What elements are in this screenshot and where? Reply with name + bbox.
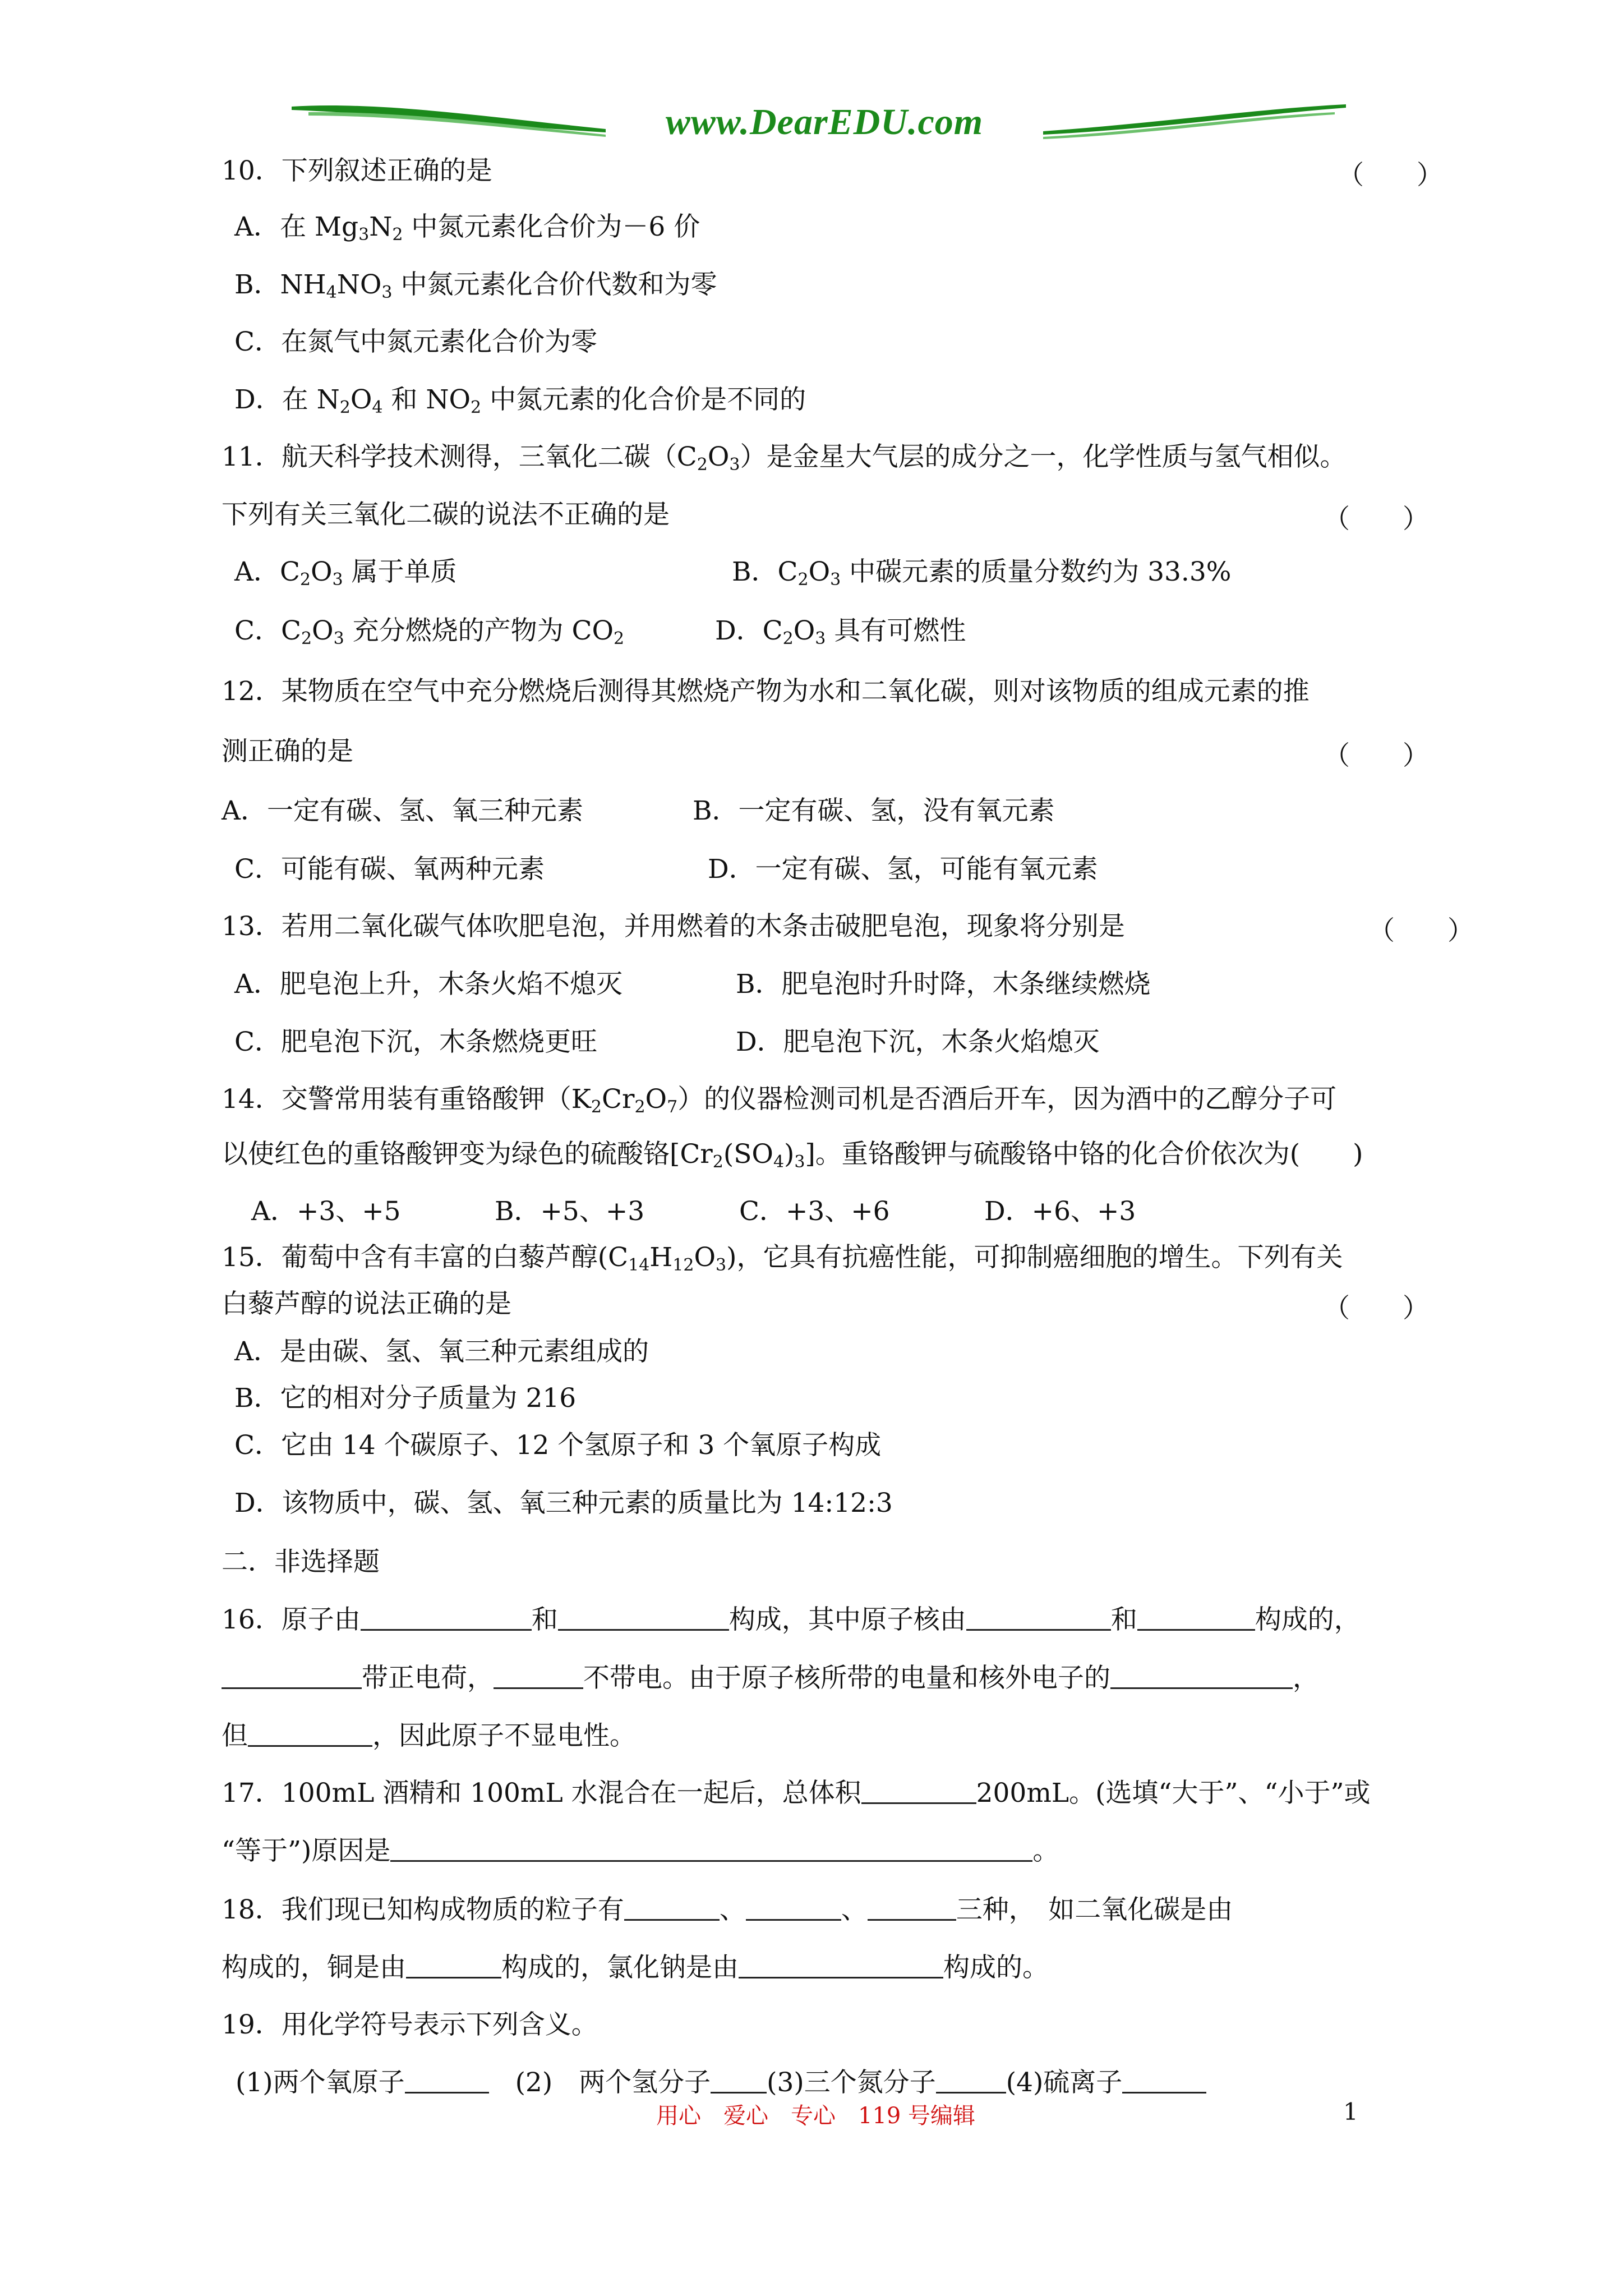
footer-note: 用心 爱心 专心 119 号编辑 (656, 2103, 976, 2129)
fill-blank[interactable] (361, 1605, 532, 1631)
option-b: B．$NH_4NO_3$ 中氮元素化合价代数和为零 (234, 269, 717, 302)
fill-blank[interactable] (1137, 1605, 1255, 1631)
option-d: D．该物质中，碳、氢、氧三种元素的质量比为 14:12:3 (234, 1488, 893, 1519)
option-a: A．+3、+5 (251, 1196, 401, 1227)
option-b: B．一定有碳、氢，没有氧元素 (693, 795, 1055, 826)
question-18-line1: 18．我们现已知构成物质的粒子有 、 、 三种， 如二氧化碳是由 (222, 1894, 1233, 1925)
question-16-line1: 16．原子由 和 构成，其中原子核由 和 构成的， (222, 1604, 1361, 1635)
question-15-stem-line2: 白藜芦醇的说法正确的是 (222, 1289, 511, 1319)
option-c: C．可能有碳、氧两种元素 (234, 854, 545, 885)
answer-bracket: （ ） (1324, 740, 1429, 771)
fill-blank[interactable] (739, 1953, 943, 1978)
fill-blank[interactable] (1110, 1664, 1293, 1689)
fill-blank[interactable] (868, 1895, 956, 1921)
question-14-stem-line2: 以使红色的重铬酸钾变为绿色的硫酸铬$[Cr_2(SO_4)_3]$。重铬酸钾与硫酸铬中铬的化合价依次为( ) (222, 1139, 1363, 1172)
option-a: A．$C_2O_3$ 属于单质 (234, 556, 457, 590)
answer-bracket: （ ） (1368, 915, 1474, 946)
question-14-stem: 14．交警常用装有重铬酸钾$(K_2Cr_2O_7)$的仪器检测司机是否酒后开车，因为酒中的乙醇分子可 (222, 1084, 1337, 1117)
question-17-line2: “等于”)原因是 。 (222, 1835, 1059, 1866)
option-c: C．肥皂泡下沉，木条燃烧更旺 (234, 1027, 597, 1057)
fill-blank[interactable] (711, 2068, 767, 2093)
question-11-stem: 11．航天科学技术测得，三氧化二碳$(C_2O_3)$是金星大气层的成分之一，化学性质与氢气相似。 (222, 441, 1347, 475)
option-a: A．肥皂泡上升，木条火焰不熄灭 (234, 969, 623, 1000)
option-a: A．在 $Mg_3N_2$ 中氮元素化合价为－6 价 (234, 211, 700, 245)
option-c: C．它由 14 个碳原子、12 个氢原子和 3 个氧原子构成 (234, 1430, 882, 1461)
question-16-line2: 带正电荷， 不带电。由于原子核所带的电量和核外电子的 ， (222, 1662, 1319, 1695)
question-13-stem: 13．若用二氧化碳气体吹肥皂泡，并用燃着的木条击破肥皂泡，现象将分别是 (222, 911, 1125, 942)
option-c: C．在氮气中氮元素化合价为零 (234, 326, 597, 357)
option-a: A．是由碳、氢、氧三种元素组成的 (234, 1336, 649, 1367)
question-16-line3: 但 ，因此原子不显电性。 (222, 1720, 636, 1751)
option-d: D．在 $N_2O_4$ 和 $NO_2$ 中氮元素的化合价是不同的 (234, 384, 806, 417)
site-logo-text: www.DearEDU.com (665, 102, 984, 142)
fill-blank[interactable] (248, 1722, 372, 1747)
fill-blank[interactable] (494, 1664, 583, 1689)
option-d: D．一定有碳、氢，可能有氧元素 (708, 854, 1098, 885)
question-15-stem: 15．葡萄中含有丰富的白藜芦醇$(C_{14}H_{12}O_3)$，它具有抗癌性能，可抑制癌细胞的增生。下列有关 (222, 1242, 1343, 1275)
page-number: 1 (1343, 2098, 1358, 2125)
section-heading: 二．非选择题 (222, 1547, 380, 1577)
fill-blank[interactable] (406, 1953, 501, 1978)
fill-blank[interactable] (558, 1605, 729, 1631)
answer-bracket: （ ） (1324, 1293, 1429, 1324)
fill-blank[interactable] (390, 1837, 1032, 1862)
option-b: B．肥皂泡时升时降，木条继续燃烧 (736, 969, 1151, 1000)
option-b: B．它的相对分子质量为 216 (234, 1383, 577, 1414)
site-header-logo (292, 84, 1346, 157)
question-10-stem: 10．下列叙述正确的是 (222, 155, 492, 186)
question-17-line1: 17．100mL 酒精和 100mL 水混合在一起后，总体积 200mL。(选填“大于”、“小于”或 (222, 1778, 1371, 1809)
option-c: C．$C_2O_3$ 充分燃烧的产物为 $CO_2$ (234, 615, 625, 648)
option-b: B．+5、+3 (495, 1196, 645, 1227)
fill-blank[interactable] (405, 2068, 489, 2093)
fill-blank[interactable] (861, 1779, 976, 1804)
question-19-items: (1)两个氧原子 (2) 两个氢分子 (3)三个氮分子 (4)硫离子 (236, 2066, 1206, 2100)
option-d: D．肥皂泡下沉，木条火焰熄灭 (736, 1027, 1100, 1057)
option-d: D．$C_2O_3$ 具有可燃性 (715, 615, 966, 648)
option-a: A．一定有碳、氢、氧三种元素 (222, 795, 583, 826)
option-b: B．$C_2O_3$ 中碳元素的质量分数约为 33.3% (732, 556, 1232, 590)
answer-bracket: （ ） (1324, 504, 1429, 535)
answer-bracket: （ ） (1338, 160, 1443, 191)
fill-blank[interactable] (936, 2068, 1006, 2093)
question-12-stem: 12．某物质在空气中充分燃烧后测得其燃烧产物为水和二氧化碳，则对该物质的组成元素的推 (222, 676, 1310, 707)
question-11-stem-line2: 下列有关三氧化二碳的说法不正确的是 (222, 499, 670, 530)
option-c: C．+3、+6 (739, 1196, 890, 1227)
fill-blank[interactable] (1122, 2068, 1206, 2093)
option-d: D．+6、+3 (984, 1196, 1136, 1227)
fill-blank[interactable] (966, 1605, 1111, 1631)
question-12-stem-line2: 测正确的是 (222, 736, 353, 767)
fill-blank[interactable] (746, 1895, 841, 1921)
question-19-stem: 19．用化学符号表示下列含义。 (222, 2009, 598, 2040)
fill-blank[interactable] (624, 1895, 720, 1921)
question-18-line2: 构成的，铜是由 构成的，氯化钠是由 构成的。 (222, 1952, 1049, 1983)
fill-blank[interactable] (222, 1664, 362, 1689)
